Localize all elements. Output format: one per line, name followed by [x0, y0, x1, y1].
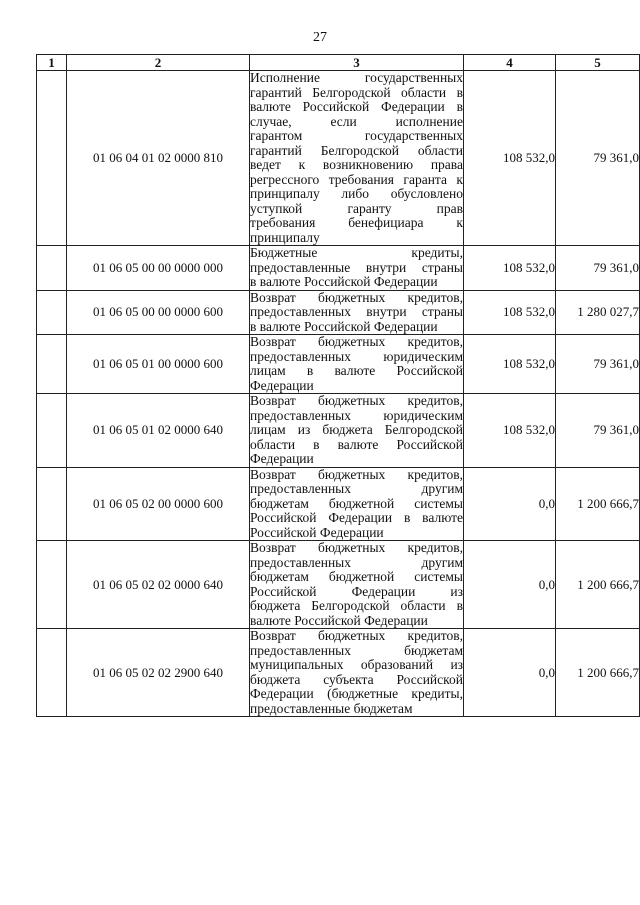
row-number-cell	[37, 629, 67, 717]
table-row	[37, 394, 640, 468]
budget-code-cell: 01 06 05 01 00 0000 600	[67, 335, 250, 394]
source-name-line: валюте Российской Федерации	[250, 612, 428, 628]
amount-col4-cell: 108 532,0	[464, 71, 556, 246]
budget-code-cell: 01 06 05 02 00 0000 600	[67, 467, 250, 541]
source-name-line: предоставленных другим	[250, 554, 463, 570]
source-name-line: принципалу либо обусловлено	[250, 186, 463, 201]
amount-col5-cell: 1 200 666,7	[556, 467, 640, 541]
source-name-line: бюджетам бюджетной системы	[250, 495, 463, 511]
amount-col5-cell: 79 361,0	[556, 71, 640, 246]
source-name-line: Российской Федерации из	[250, 583, 463, 599]
amount-col4-cell: 108 532,0	[464, 246, 556, 291]
table-row	[37, 290, 640, 335]
amount-col4-cell: 108 532,0	[464, 394, 556, 468]
source-name-line: случае, если исполнение	[250, 113, 463, 129]
source-name-line: Возврат бюджетных кредитов,	[250, 540, 463, 555]
source-name-line: ведет к возникновению права	[250, 157, 463, 172]
budget-sources-table	[36, 54, 640, 717]
source-name-cell	[250, 290, 464, 335]
amount-col4-cell: 0,0	[464, 629, 556, 717]
column-header: 1	[37, 55, 67, 71]
source-name-line: в валюте Российской Федерации	[250, 274, 438, 289]
source-name-line: предоставленные внутри страны	[250, 259, 463, 275]
budget-code-cell: 01 06 05 00 00 0000 000	[67, 246, 250, 291]
budget-code-cell: 01 06 05 02 02 0000 640	[67, 541, 250, 629]
table-row	[37, 467, 640, 541]
source-name-cell	[250, 629, 464, 717]
source-name-line: гарантий Белгородской области в	[250, 84, 463, 100]
amount-col5-cell: 1 200 666,7	[556, 541, 640, 629]
table-row	[37, 629, 640, 717]
source-name-line: предоставленных юридическим	[250, 348, 463, 364]
source-name-line: предоставленных юридическим	[250, 407, 463, 423]
source-name-line: уступкой гаранту прав	[250, 200, 463, 216]
source-name-line: Возврат бюджетных кредитов,	[250, 334, 463, 349]
amount-col4-cell: 108 532,0	[464, 290, 556, 335]
source-name-cell	[250, 71, 464, 246]
source-name-line: гарантом государственных	[250, 128, 463, 143]
source-name-line: Исполнение государственных	[250, 70, 463, 85]
column-header: 3	[250, 55, 464, 71]
table-row	[37, 71, 640, 246]
table-row	[37, 541, 640, 629]
source-name-cell	[250, 394, 464, 468]
source-name-line: Российской Федерации в валюте	[250, 510, 463, 525]
budget-code-cell: 01 06 05 01 02 0000 640	[67, 394, 250, 468]
source-name-line: предоставленных внутри страны	[250, 304, 463, 319]
amount-col5-cell: 1 200 666,7	[556, 629, 640, 717]
source-name-line: Бюджетные кредиты,	[250, 245, 463, 260]
source-name-line: Российской Федерации	[250, 524, 384, 540]
row-number-cell	[37, 541, 67, 629]
amount-col5-cell: 1 280 027,7	[556, 290, 640, 335]
source-name-cell	[250, 541, 464, 629]
table-row	[37, 335, 640, 394]
table-header-row	[37, 55, 640, 71]
source-name-line: гарантий Белгородской области	[250, 142, 463, 158]
source-name-line: Возврат бюджетных кредитов,	[250, 466, 463, 482]
column-header: 5	[556, 55, 640, 71]
source-name-line: Федерации	[250, 451, 314, 466]
source-name-line: в валюте Российской Федерации	[250, 318, 438, 334]
source-name-line: принципалу	[250, 229, 320, 245]
source-name-line: бюджета Белгородской области в	[250, 598, 463, 613]
row-number-cell	[37, 290, 67, 335]
source-name-line: муниципальных образований из	[250, 657, 463, 672]
source-name-line: предоставленных другим	[250, 481, 463, 496]
source-name-line: области в валюте Российской	[250, 436, 463, 452]
row-number-cell	[37, 467, 67, 541]
row-number-cell	[37, 71, 67, 246]
source-name-cell	[250, 246, 464, 291]
source-name-line: бюджета субъекта Российской	[250, 671, 463, 687]
row-number-cell	[37, 394, 67, 468]
source-name-line: предоставленных бюджетам	[250, 642, 463, 658]
source-name-line: предоставленные бюджетам	[250, 700, 413, 716]
source-name-line: лицам в валюте Российской	[250, 363, 463, 378]
budget-code-cell: 01 06 05 02 02 2900 640	[67, 629, 250, 717]
source-name-line: валюте Российской Федерации в	[250, 99, 463, 114]
budget-code-cell: 01 06 04 01 02 0000 810	[67, 71, 250, 246]
source-name-line: требования бенефициара к	[250, 215, 463, 230]
source-name-line: Федерации (бюджетные кредиты,	[250, 686, 463, 701]
source-name-line: Возврат бюджетных кредитов,	[250, 628, 463, 643]
amount-col5-cell: 79 361,0	[556, 335, 640, 394]
source-name-line: лицам из бюджета Белгородской	[250, 422, 463, 437]
column-header: 4	[464, 55, 556, 71]
table-body	[37, 71, 640, 717]
source-name-line: Возврат бюджетных кредитов,	[250, 393, 463, 408]
row-number-cell	[37, 335, 67, 394]
row-number-cell	[37, 246, 67, 291]
amount-col5-cell: 79 361,0	[556, 394, 640, 468]
source-name-cell	[250, 467, 464, 541]
amount-col4-cell: 0,0	[464, 541, 556, 629]
page-number: 27	[313, 30, 327, 45]
budget-code-cell: 01 06 05 00 00 0000 600	[67, 290, 250, 335]
source-name-line: Федерации	[250, 377, 314, 393]
amount-col4-cell: 108 532,0	[464, 335, 556, 394]
source-name-line: регрессного требования гаранта к	[250, 171, 463, 187]
amount-col5-cell: 79 361,0	[556, 246, 640, 291]
source-name-line: бюджетам бюджетной системы	[250, 569, 463, 584]
source-name-line: Возврат бюджетных кредитов,	[250, 289, 463, 305]
table-row	[37, 246, 640, 291]
column-header: 2	[67, 55, 250, 71]
amount-col4-cell: 0,0	[464, 467, 556, 541]
source-name-cell	[250, 335, 464, 394]
